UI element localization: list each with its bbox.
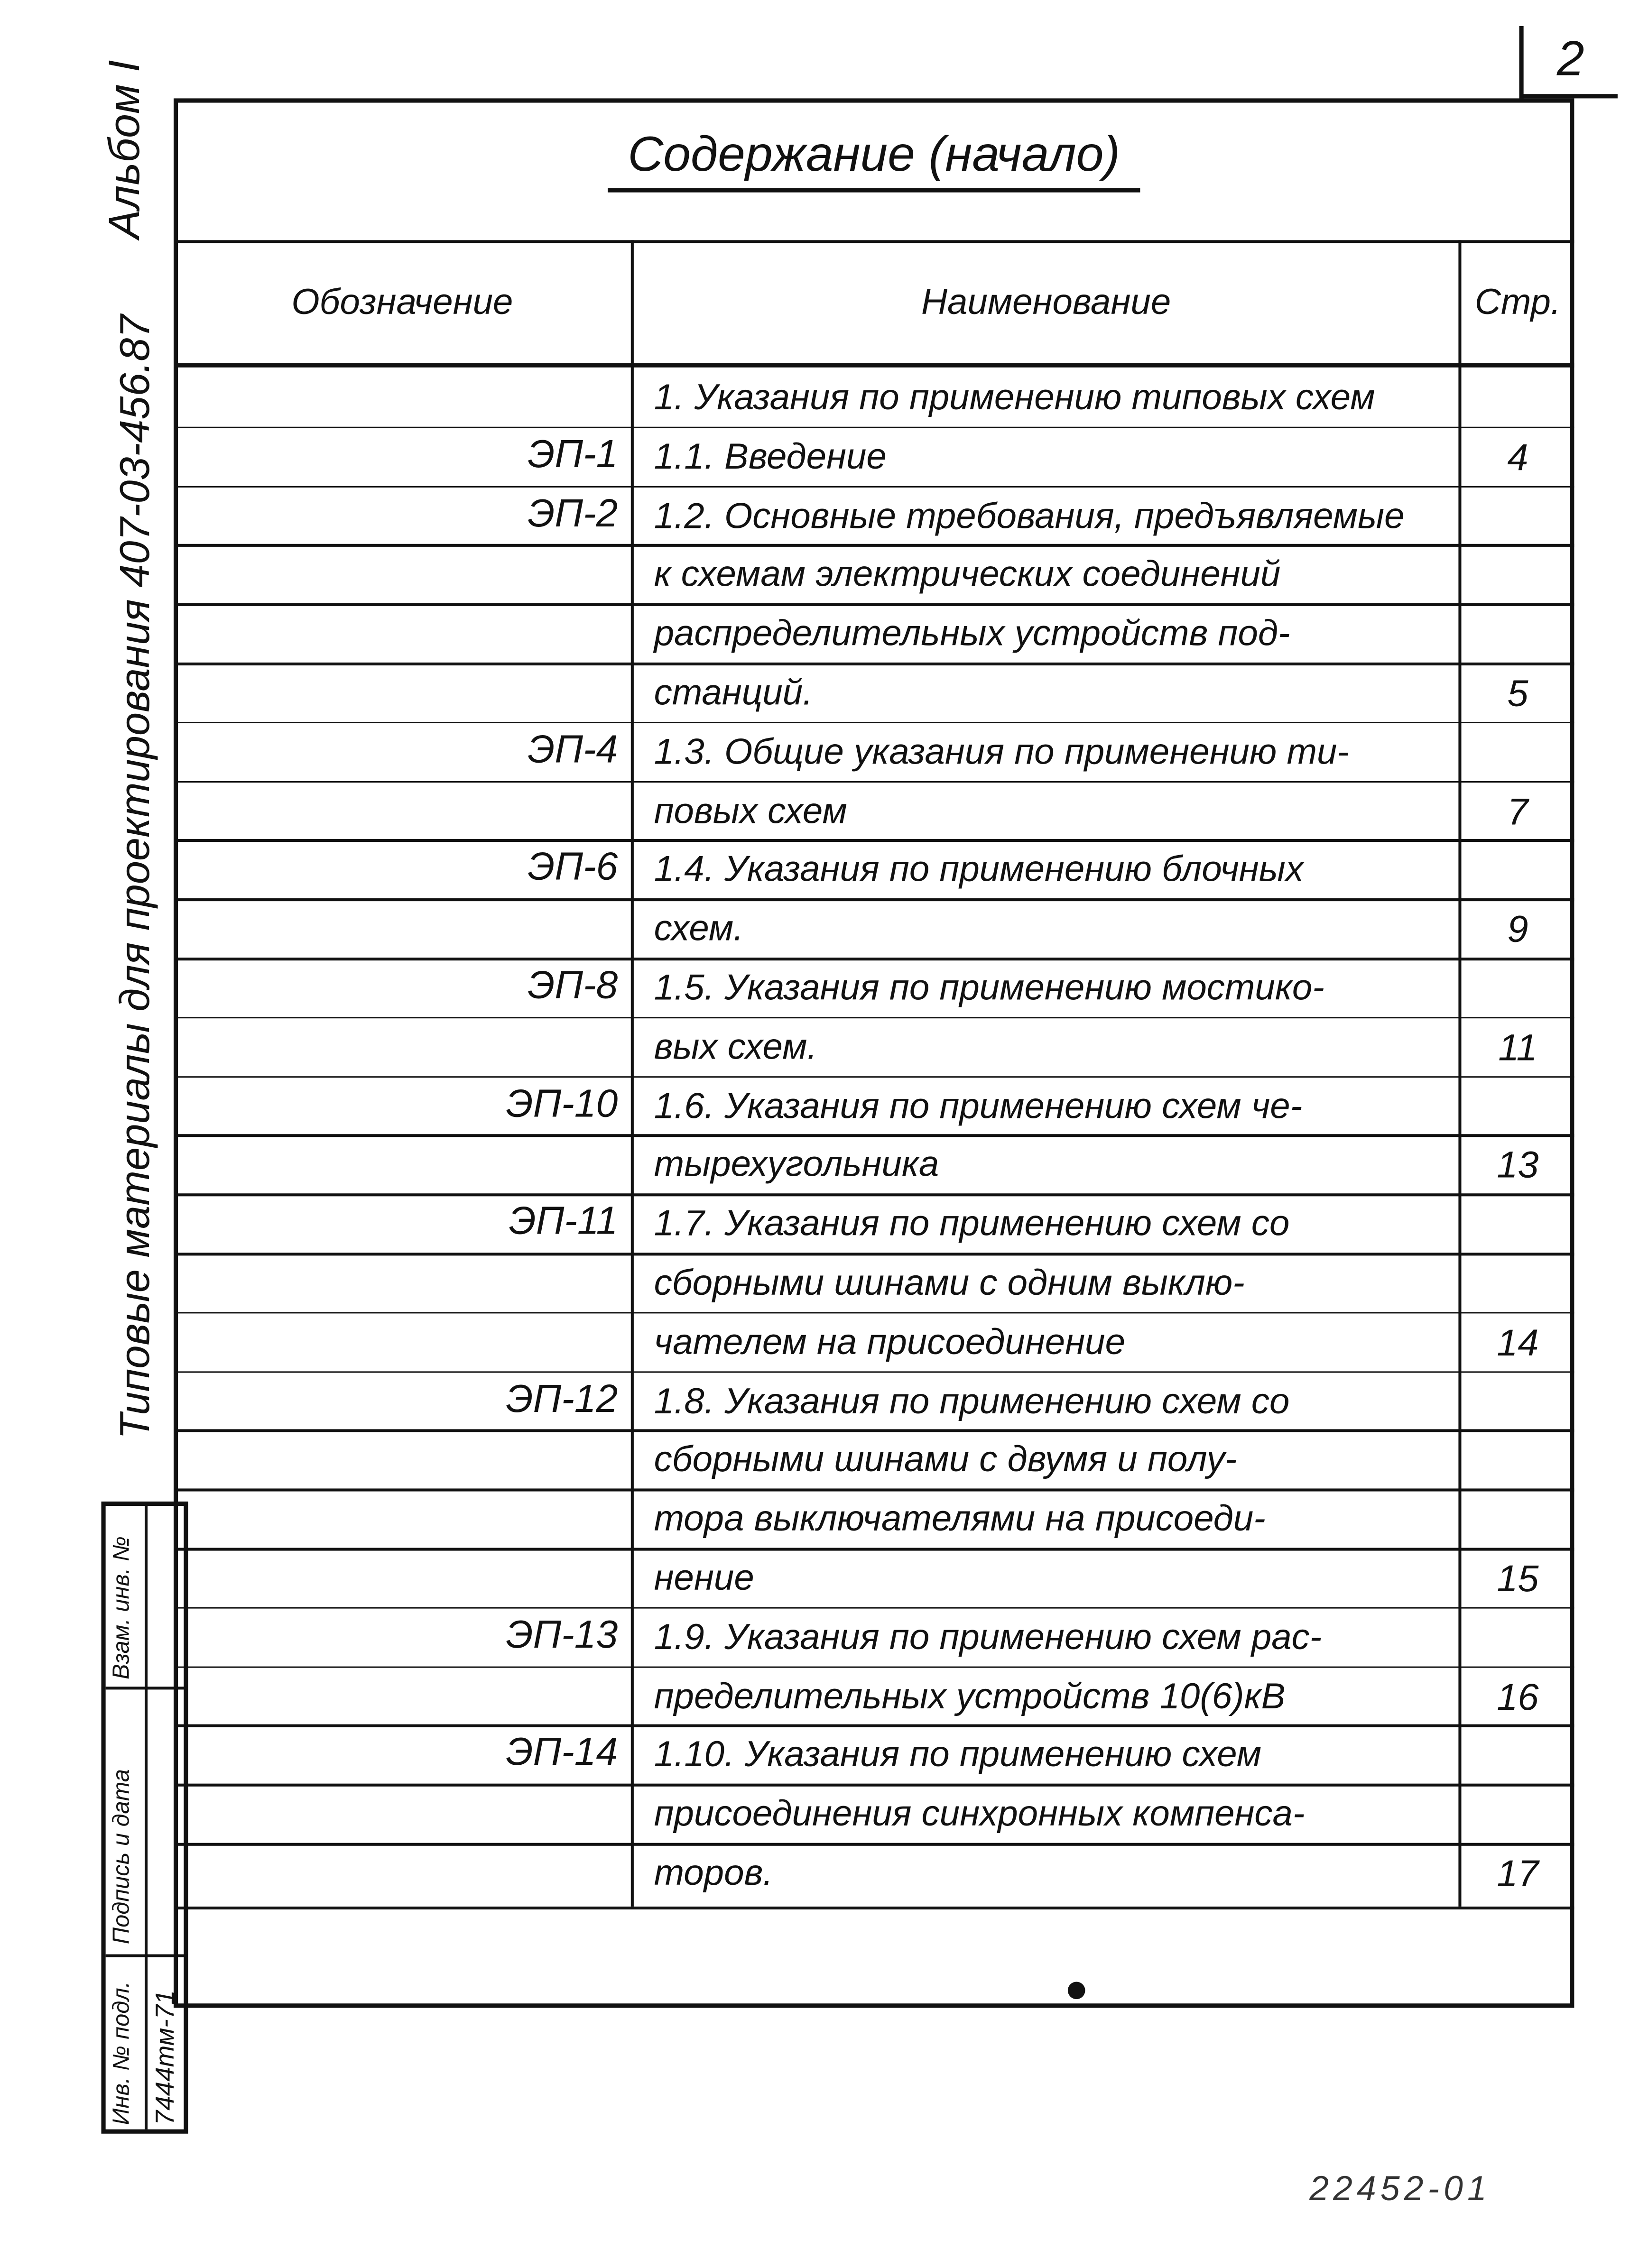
row-divider [176, 1076, 1574, 1078]
row-designation: ЭП-2 [528, 491, 618, 535]
divider [174, 363, 1574, 368]
row-name: присоединения синхронных компенса- [654, 1794, 1305, 1835]
row-divider [176, 1430, 1574, 1432]
row-divider [176, 663, 1574, 665]
stamp-podpis: Подпись и дата [110, 1769, 135, 1945]
row-name: 1.6. Указания по применению схем че- [654, 1086, 1303, 1126]
row-divider [176, 1725, 1574, 1727]
header-name: Наименование [921, 282, 1171, 323]
table-row [176, 839, 1574, 898]
row-designation: ЭП-10 [506, 1081, 618, 1125]
table-row [176, 1607, 1574, 1666]
row-divider [176, 1489, 1574, 1491]
header-page: Стр. [1474, 282, 1561, 323]
table-row [176, 958, 1574, 1016]
row-divider [176, 1253, 1574, 1255]
row-name: повых схем [654, 791, 847, 831]
row-divider [176, 781, 1574, 783]
row-name: 1.7. Указания по применению схем со [654, 1204, 1290, 1245]
table-row [176, 1548, 1574, 1607]
title-text: Содержание (начало) [608, 127, 1140, 192]
row-name: 1.9. Указания по применению схем рас- [654, 1617, 1322, 1658]
row-page: 14 [1497, 1320, 1539, 1364]
table-row [176, 1784, 1574, 1843]
sheet-number-box [1519, 26, 1618, 99]
row-name: тырехугольника [654, 1144, 939, 1186]
row-name: нение [654, 1558, 754, 1599]
row-divider [176, 426, 1574, 429]
row-name: 1.1. Введение [654, 436, 887, 477]
row-name: сборными шинами с двумя и полу- [654, 1439, 1237, 1481]
row-page: 11 [1498, 1025, 1537, 1069]
table-row [176, 368, 1574, 426]
row-page: 15 [1497, 1556, 1539, 1600]
row-designation: ЭП-12 [506, 1376, 618, 1420]
row-page: 9 [1507, 907, 1528, 951]
table-row [176, 899, 1574, 958]
row-divider [176, 839, 1574, 842]
stamp-inv-value: 7444тм-71 [150, 1990, 180, 2125]
row-designation: ЭП-13 [506, 1613, 618, 1656]
sheet-number: 2 [1556, 32, 1584, 87]
row-designation: ЭП-6 [528, 845, 618, 889]
stamp-vzam: Взам. инв. № [110, 1536, 135, 1680]
row-divider [176, 1843, 1574, 1845]
table-row [176, 1430, 1574, 1489]
row-name: станций. [654, 673, 813, 713]
table-row [176, 486, 1574, 544]
row-name: вых схем. [654, 1026, 817, 1068]
footer-code: 22452-01 [1309, 2170, 1491, 2209]
row-name: сборными шинами с одним выклю- [654, 1263, 1245, 1304]
row-name: 1.2. Основные требования, предъявляемые [654, 495, 1405, 536]
row-name: к схемам электрических соединений [654, 554, 1281, 595]
row-divider [176, 1134, 1574, 1137]
row-name: чателем на присоединение [654, 1322, 1125, 1363]
row-page: 7 [1507, 789, 1528, 833]
table-row [176, 1843, 1574, 1902]
row-divider [176, 1312, 1574, 1314]
table-row [176, 1076, 1574, 1134]
row-designation: ЭП-8 [528, 963, 618, 1007]
row-page: 13 [1497, 1143, 1539, 1187]
row-divider [176, 603, 1574, 606]
table-row [176, 663, 1574, 721]
table-row [176, 1371, 1574, 1429]
row-divider [176, 1607, 1574, 1609]
row-divider [176, 486, 1574, 488]
table-row [176, 781, 1574, 839]
row-divider [176, 1371, 1574, 1373]
divider [174, 1907, 1574, 1909]
row-divider [176, 1194, 1574, 1196]
row-name: 1.8. Указания по применению схем со [654, 1381, 1290, 1421]
row-page: 17 [1497, 1852, 1539, 1895]
row-page: 5 [1507, 671, 1528, 715]
header-designation: Обозначение [291, 282, 513, 323]
row-divider [176, 1548, 1574, 1550]
row-name: 1.5. Указания по применению мостико- [654, 968, 1324, 1008]
row-designation: ЭП-14 [506, 1730, 618, 1774]
row-name: распределительных устройств под- [654, 613, 1290, 655]
row-name: 1. Указания по применению типовых схем [654, 378, 1375, 418]
row-designation: ЭП-4 [528, 727, 618, 771]
table-row [176, 721, 1574, 780]
table-row [176, 1666, 1574, 1724]
row-name: 1.10. Указания по применению схем [654, 1735, 1262, 1776]
table-row [176, 603, 1574, 662]
table-row [176, 1312, 1574, 1371]
row-name: тора выключателями на присоеди- [654, 1499, 1266, 1540]
row-divider [176, 1666, 1574, 1668]
row-divider [176, 1784, 1574, 1786]
row-divider [176, 721, 1574, 724]
row-divider [176, 1017, 1574, 1019]
row-designation: ЭП-1 [528, 432, 618, 476]
row-page: 16 [1497, 1674, 1539, 1718]
ink-dot [1068, 1982, 1085, 2000]
row-designation: ЭП-11 [509, 1199, 618, 1243]
row-name: схем. [654, 908, 744, 950]
row-name: пределительных устройств 10(6)кВ [654, 1676, 1286, 1717]
table-row [176, 426, 1574, 485]
table-row [176, 1253, 1574, 1311]
stamp-inv: Инв. № подл. [110, 1981, 135, 2125]
row-name: 1.3. Общие указания по применению ти- [654, 731, 1349, 773]
row-divider [176, 958, 1574, 960]
table-row [176, 1017, 1574, 1076]
row-divider [176, 899, 1574, 901]
series-label: Типовые материалы для проектирования 407-03-456.87 [112, 314, 159, 1439]
row-divider [176, 544, 1574, 547]
album-label: Альбом I [101, 60, 149, 239]
table-row [176, 1134, 1574, 1193]
table-row [176, 1194, 1574, 1253]
stamp-strip [102, 1502, 188, 2134]
table-row [176, 544, 1574, 603]
row-name: торов. [654, 1853, 773, 1894]
table-row [176, 1489, 1574, 1548]
divider [174, 240, 1574, 243]
row-name: 1.4. Указания по применению блочных [654, 849, 1304, 890]
table-row [176, 1725, 1574, 1784]
page-title [174, 127, 1574, 184]
row-page: 4 [1507, 435, 1528, 479]
